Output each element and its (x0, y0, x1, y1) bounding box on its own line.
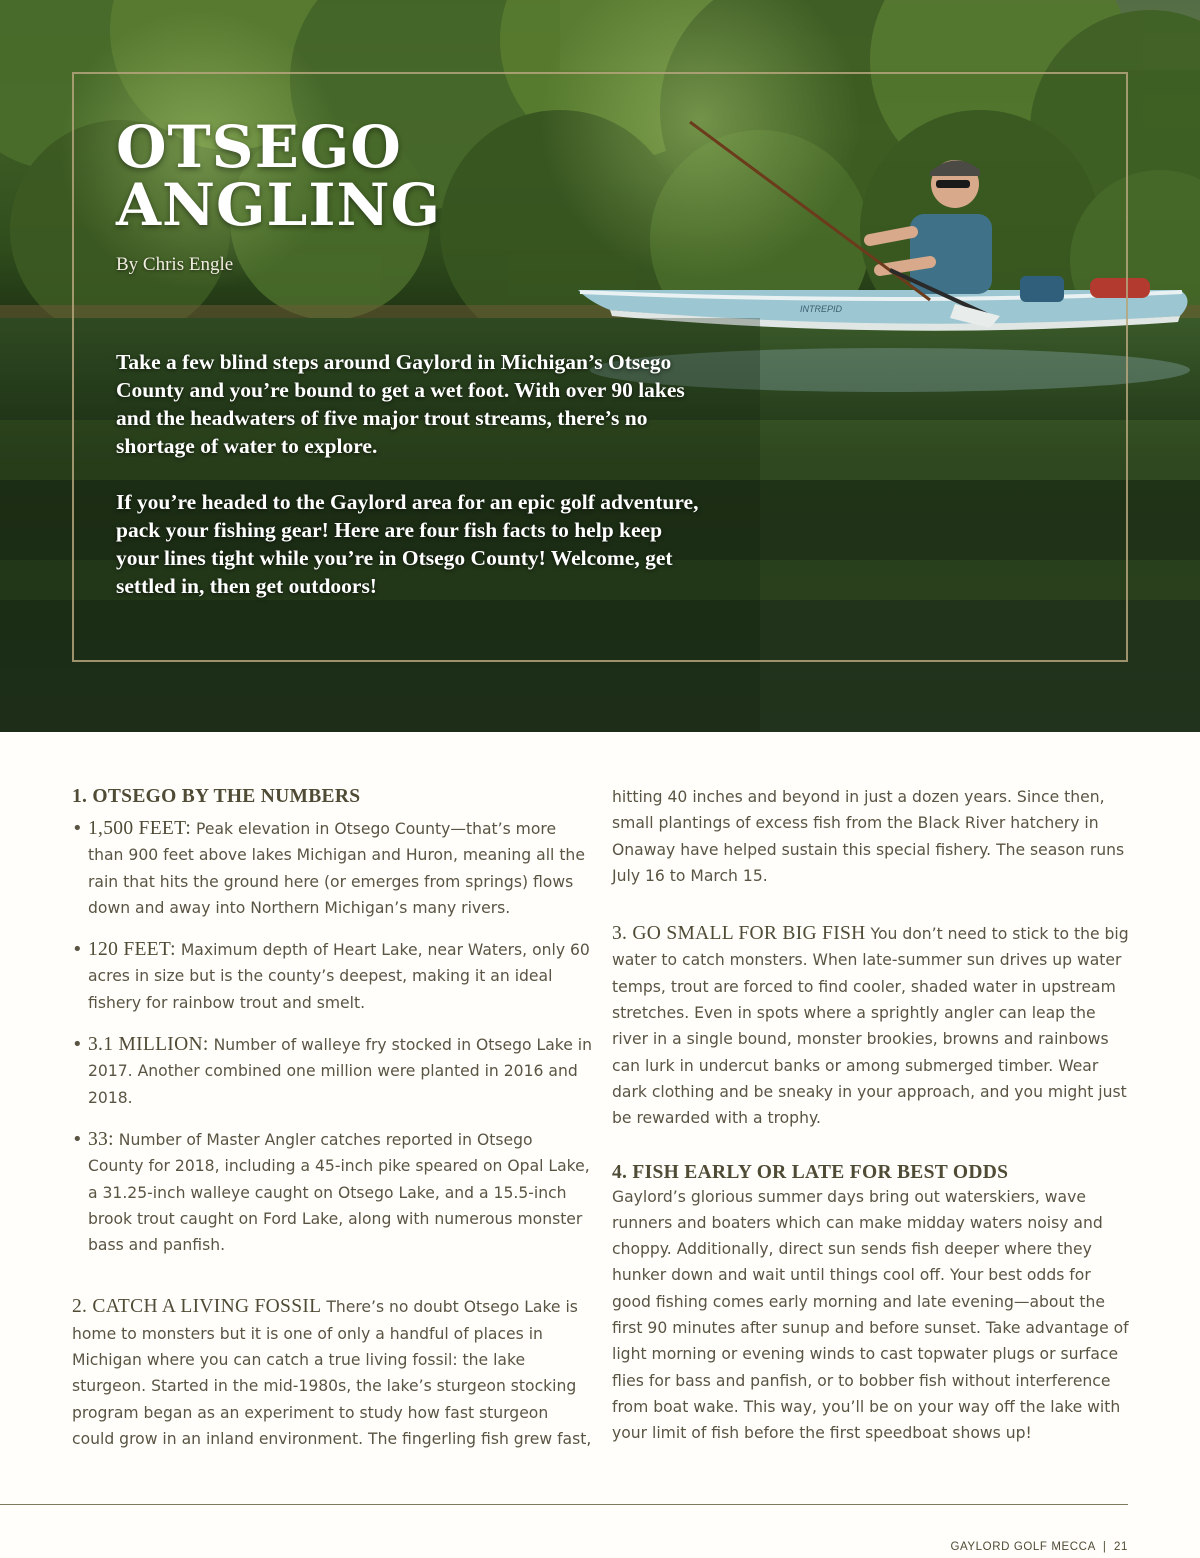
page-number: 21 (1114, 1541, 1128, 1553)
publication-name: GAYLORD GOLF MECCA (950, 1541, 1096, 1553)
byline: By Chris Engle (116, 254, 234, 275)
section-1-heading: 1. OTSEGO BY THE NUMBERS (72, 786, 361, 807)
list-item (72, 1032, 592, 1111)
hero-photo (0, 0, 1200, 732)
bullet-label: 120 FEET: (88, 939, 176, 961)
numbers-list (72, 816, 592, 1258)
intro-paragraph-2: If you’re headed to the Gaylord area for an epic golf adventure, pack your fishing gear! Here are four fish facts to help keep your lines tight while you’re in Otsego County! Welcome, get settled in, then get outdoors! (116, 490, 699, 598)
bullet-text: Number of walleye fry stocked in Otsego Lake in 2017. Another combined one million were planted in 2016 and 2018. (88, 1036, 593, 1107)
list-item (72, 816, 592, 921)
bullet-text: Maximum depth of Heart Lake, near Waters, only 60 acres in size but is the county’s deepest, making it an ideal fishery for rainbow trout and smelt. (88, 941, 590, 1012)
intro-paragraph-1: Take a few blind steps around Gaylord in Michigan’s Otsego County and you’re bound to get a wet foot. With over 90 lakes and the headwaters of five major trout streams, there’s no shortage of water to explore. (116, 350, 685, 458)
section-3-heading: 3. GO SMALL FOR BIG FISH (612, 923, 866, 945)
title-line-2: ANGLING (116, 171, 442, 239)
title-line-1: OTSEGO (116, 113, 402, 181)
section-3-text: You don’t need to stick to the big water to catch monsters. When late-summer sun drives up water temps, trout are forced to find cooler, shaded water in upstream stretches. Even in spots where a sprightly angler can leap the river in a single bound, monster brookies, browns and rainbows can lurk in undercut banks or among submerged timber. Wear dark clothing and be sneaky in your approach, and you might just be rewarded with a trophy. (612, 925, 1129, 1128)
section-4-text: Gaylord’s glorious summer days bring out waterskiers, wave runners and boaters which can make midday waters noisy and choppy. Additionally, direct sun sends fish deeper where they hunker down and wait until things cool off. Your best odds for good fishing comes early morning and late evening—about the first 90 minutes after sunup and before sunset. Take advantage of light morning or evening winds to cast topwater plugs or surface flies for bass and panfish, or to bobber fish without interference from boat wake. This way, you’ll be on your way off the lake with your limit of fish before the first speedboat shows up! (612, 1187, 1129, 1443)
kayak-brand-text: INTREPID (800, 304, 843, 314)
section-4-heading: 4. FISH EARLY OR LATE FOR BEST ODDS (612, 1161, 1009, 1183)
page-footer (950, 1541, 1128, 1553)
bullet-label: 33: (88, 1128, 114, 1150)
section-living-fossil (72, 1294, 592, 1452)
left-column (72, 786, 592, 1452)
list-item (72, 937, 592, 1016)
section-early-late (612, 1162, 1132, 1447)
section-2-heading: 2. CATCH A LIVING FOSSIL (72, 1296, 322, 1318)
section-go-small (612, 921, 1132, 1131)
right-column (612, 784, 1132, 1447)
bullet-label: 3.1 MILLION: (88, 1034, 209, 1056)
list-item (72, 1127, 592, 1258)
article-title (116, 113, 536, 239)
bullet-text: Number of Master Angler catches reported in Otsego County for 2018, including a 45-inch pike speared on Opal Lake, a 31.25-inch walleye caught on Otsego Lake, and a 15.5-inch brook trout caught on Ford Lake, along with numerous monster bass and panfish. (88, 1130, 590, 1255)
bullet-label: 1,500 FEET: (88, 818, 192, 839)
footer-separator: | (1102, 1541, 1107, 1553)
section-2-text: There’s no doubt Otsego Lake is home to monsters but it is one of only a handful of places in Michigan where you can catch a true living fossil: the lake sturgeon. Started in the mid-1980s, the lake’s sturgeon stocking program began as an experiment to study how fast sturgeon could grow in an inland environment. The fingerling fish grew fast, (72, 1298, 592, 1448)
section-numbers (72, 786, 592, 1258)
bullet-text: Peak elevation in Otsego County—that’s more than 900 feet above lakes Michigan and Huron, meaning all the rain that hits the ground here (or emerges from springs) flows down and away into Northern Michigan’s many rivers. (88, 820, 585, 917)
section-2-continued: hitting 40 inches and beyond in just a dozen years. Since then, small plantings of excess fish from the Black River hatchery in Onaway have helped sustain this special fishery. The season runs July 16 to March 15. (612, 788, 1125, 885)
footer-rule (0, 1504, 1128, 1505)
